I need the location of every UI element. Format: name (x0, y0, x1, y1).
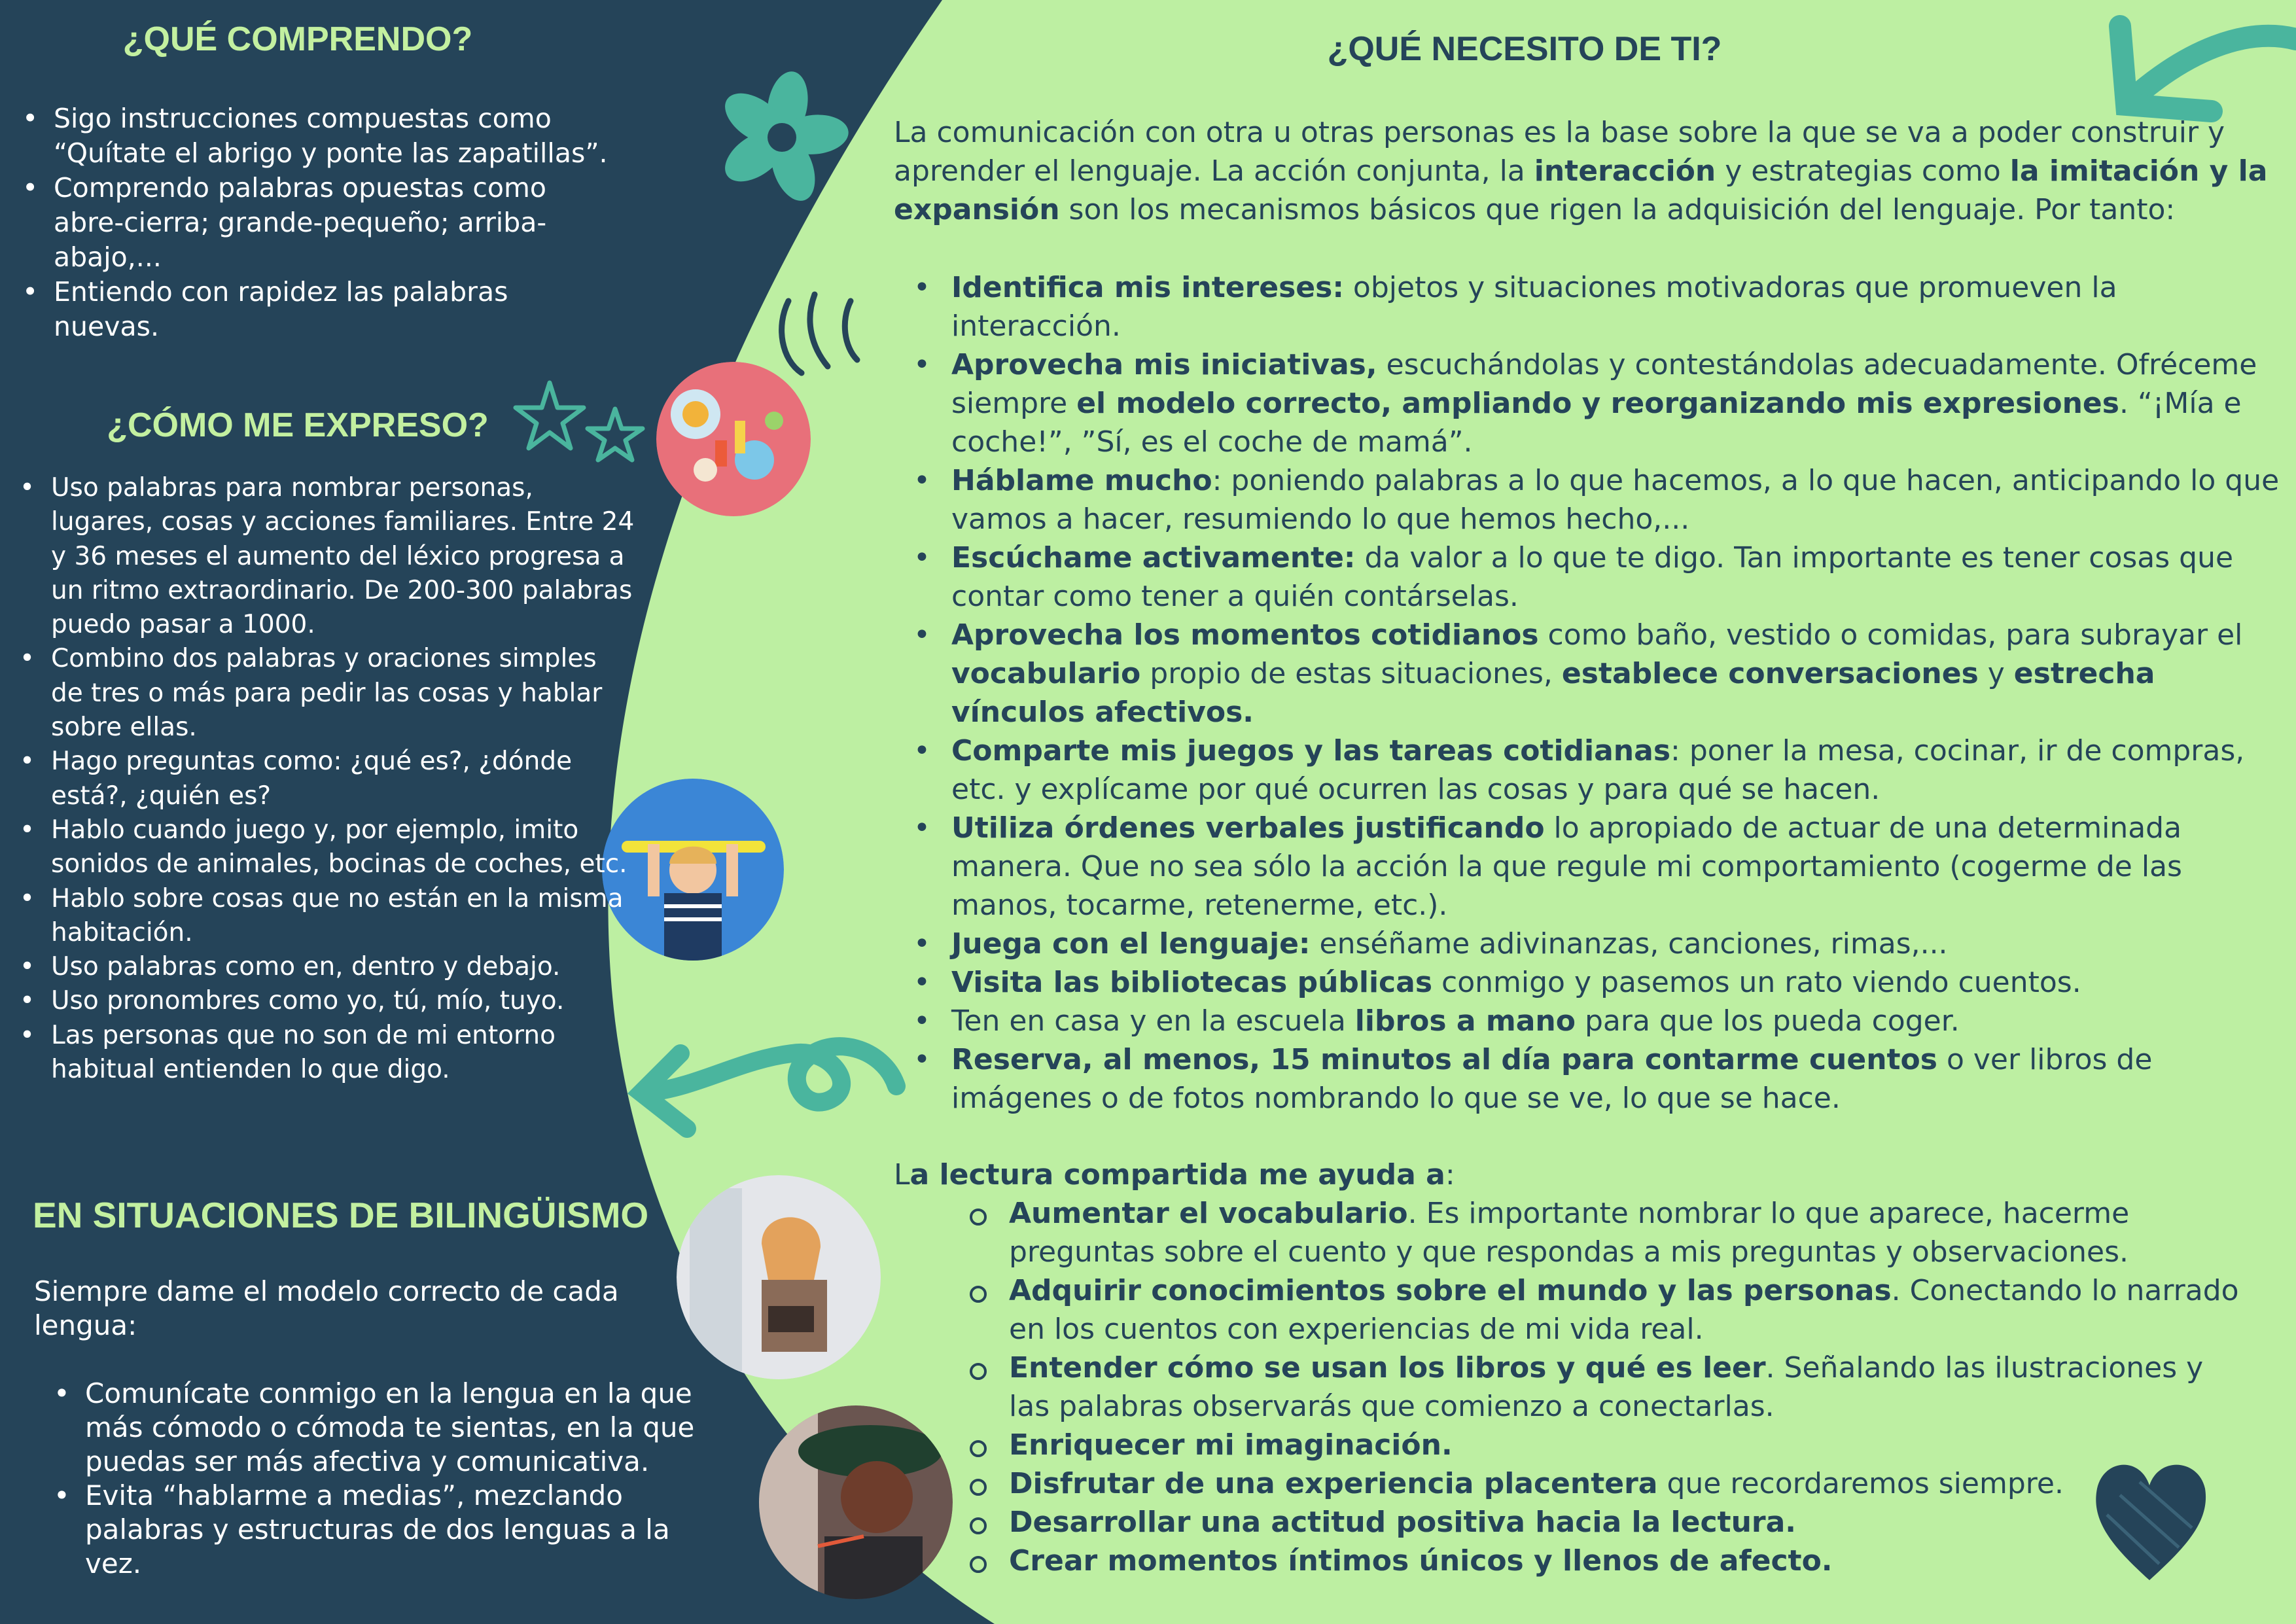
bilinguismo-intro: Siempre dame el modelo correcto de cada lengua: (34, 1275, 619, 1341)
list-item: • Utiliza órdenes verbales justificando lo apropiado de actuar de una determinada manera. Que no sea sólo la acción la que regule mi comportamiento (cogerme de las manos, tocarme, retenerme, etc.). (913, 809, 2294, 925)
list-item: • Hablo sobre cosas que no están en la misma habitación. (20, 882, 635, 951)
list-item: • Sigo instrucciones compuestas como “Quítate el abrigo y ponte las zapatillas”. (22, 101, 611, 171)
expreso-title: ¿CÓMO ME EXPRESO? (107, 406, 489, 444)
list-item: Desarrollar una actitud positiva hacia la lectura. (970, 1503, 2239, 1542)
list-item: • Aprovecha los momentos cotidianos como baño, vestido o comidas, para subrayar el vocabulario propio de estas situaciones, establece conversaciones y estrecha vínculos afectivos. (913, 616, 2294, 732)
list-item: • Evita “hablarme a medias”, mezclando palabras y estructuras de dos lenguas a la vez. (54, 1479, 728, 1581)
list-item: • Entiendo con rapidez las palabras nuevas. (22, 275, 611, 344)
comprendo-list (22, 101, 611, 344)
comprendo-title: ¿QUÉ COMPRENDO? (122, 20, 473, 58)
splash-lines-icon (769, 281, 867, 386)
list-item: • Juega con el lenguaje: enséñame adivinanzas, canciones, rimas,... (913, 925, 2294, 963)
list-item: • Háblame mucho: poniendo palabras a lo que hacemos, a lo que hacen, anticipando lo que vamos a hacer, resumiendo lo que hemos hecho,... (913, 461, 2294, 538)
list-item: • Uso palabras como en, dentro y debajo. (20, 950, 635, 984)
bilinguismo-list (54, 1377, 728, 1581)
list-item: • Comparte mis juegos y las tareas cotidianas: poner la mesa, cocinar, ir de compras, etc. y explícame por qué ocurren las cosas y para qué se hacen. (913, 732, 2294, 809)
necesito-title: ¿QUÉ NECESITO DE TI? (1327, 30, 1722, 68)
list-item: Entender cómo se usan los libros y qué es leer. Señalando las ilustraciones y las palabras observarás que comienzo a conectarlas. (970, 1349, 2239, 1426)
list-item: • Las personas que no son de mi entorno habitual entienden lo que digo. (20, 1019, 635, 1087)
list-item: • Uso pronombres como yo, tú, mío, tuyo. (20, 984, 635, 1018)
list-item: Aumentar el vocabulario. Es importante nombrar lo que aparece, hacerme preguntas sobre el cuento y que respondas a mis preguntas y observaciones. (970, 1194, 2239, 1271)
list-item: Crear momentos íntimos únicos y llenos de afecto. (970, 1542, 2239, 1580)
list-item: • Comprendo palabras opuestas como abre-cierra; grande-pequeño; arriba-abajo,... (22, 171, 611, 275)
necesito-intro: La comunicación con otra u otras personas es la base sobre la que se va a poder construir y aprender el lenguaje. La acción conjunta, la interacción y estrategias como la imitación y la expansión son los mecanismos básicos que rigen la adquisición del lenguaje. Por tanto: (894, 116, 2268, 226)
list-item: • Hablo cuando juego y, por ejemplo, imito sonidos de animales, bocinas de coches, etc. (20, 813, 635, 882)
list-item: • Hago preguntas como: ¿qué es?, ¿dónde está?, ¿quién es? (20, 745, 635, 813)
list-item: • Reserva, al menos, 15 minutos al día para contarme cuentos o ver libros de imágenes o de fotos nombrando lo que se ve, lo que se hace. (913, 1040, 2294, 1118)
expreso-list (20, 471, 635, 1087)
list-item: Disfrutar de una experiencia placentera que recordaremos siempre. (970, 1464, 2239, 1503)
list-item: • Aprovecha mis iniciativas, escuchándolas y contestándolas adecuadamente. Ofréceme siempre el modelo correcto, ampliando y reorganizando mis expresiones. “¡Mía e coche!”, ”Sí, es el coche de mamá”. (913, 345, 2294, 461)
woman-hat-photo (759, 1405, 953, 1599)
list-item: Enriquecer mi imaginación. (970, 1426, 2239, 1464)
list-item: • Visita las bibliotecas públicas conmigo y pasemos un rato viendo cuentos. (913, 963, 2294, 1002)
lectura-list (970, 1194, 2239, 1580)
list-item: • Escúchame activamente: da valor a lo que te digo. Tan importante es tener cosas que contar como tener a quién contárselas. (913, 538, 2294, 616)
girl-reading-photo (677, 1175, 881, 1379)
lectura-intro: La lectura compartida me ayuda a: (894, 1158, 1455, 1192)
toys-photo (656, 362, 811, 516)
swirl-arrow-icon (609, 1008, 910, 1145)
flower-doodle-icon (713, 69, 851, 206)
bilinguismo-title: EN SITUACIONES DE BILINGÜISMO (33, 1195, 649, 1235)
list-item: • Uso palabras para nombrar personas, lugares, cosas y acciones familiares. Entre 24 y 36 meses el aumento del léxico progresa a un ritmo extraordinario. De 200-300 palabras puedo pasar a 1000. (20, 471, 635, 642)
list-item: • Ten en casa y en la escuela libros a mano para que los pueda coger. (913, 1002, 2294, 1040)
list-item: • Comunícate conmigo en la lengua en la que más cómodo o cómoda te sientas, en la que puedas ser más afectiva y comunicativa. (54, 1377, 728, 1479)
list-item: • Identifica mis intereses: objetos y situaciones motivadoras que promueven la interacción. (913, 268, 2294, 345)
necesito-list (913, 268, 2294, 1118)
list-item: • Combino dos palabras y oraciones simples de tres o más para pedir las cosas y hablar sobre ellas. (20, 642, 635, 745)
list-item: Adquirir conocimientos sobre el mundo y las personas. Conectando lo narrado en los cuentos con experiencias de mi vida real. (970, 1271, 2239, 1349)
